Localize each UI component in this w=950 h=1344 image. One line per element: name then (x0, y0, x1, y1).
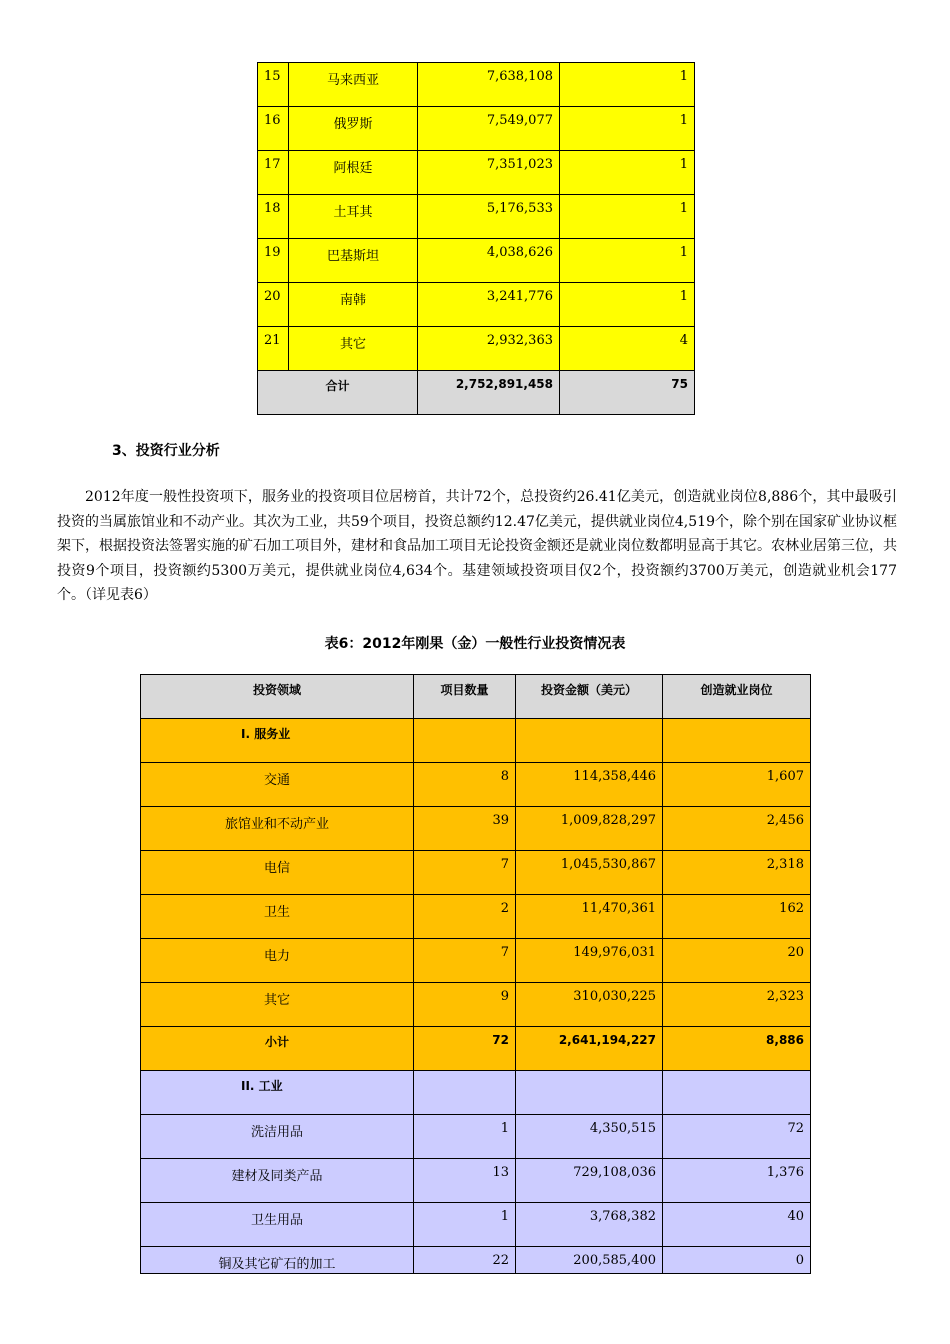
country-cell: 南韩 (289, 283, 418, 327)
count-cell: 1 (560, 107, 695, 151)
empty-cell (516, 719, 663, 763)
table-row (141, 851, 811, 895)
subtotal-row (141, 1027, 811, 1071)
amount-cell: 5,176,533 (418, 195, 560, 239)
count-cell: 1 (414, 1203, 516, 1247)
count-cell: 7 (414, 851, 516, 895)
country-cell: 阿根廷 (289, 151, 418, 195)
table-row (141, 1159, 811, 1203)
table-row (141, 1115, 811, 1159)
count-cell: 1 (414, 1115, 516, 1159)
table-row (258, 195, 695, 239)
section-title: II. 工业 (141, 1071, 414, 1115)
jobs-cell: 1,376 (663, 1159, 811, 1203)
table-row (141, 983, 811, 1027)
count-cell: 7 (414, 939, 516, 983)
sector-cell: 铜及其它矿石的加工 (141, 1247, 414, 1274)
jobs-cell: 2,456 (663, 807, 811, 851)
rank-cell: 15 (258, 63, 289, 107)
sector-cell: 卫生 (141, 895, 414, 939)
jobs-cell: 2,318 (663, 851, 811, 895)
count-cell: 1 (560, 151, 695, 195)
jobs-cell: 1,607 (663, 763, 811, 807)
rank-cell: 16 (258, 107, 289, 151)
amount-cell: 3,241,776 (418, 283, 560, 327)
amount-cell: 3,768,382 (516, 1203, 663, 1247)
sector-cell: 建材及同类产品 (141, 1159, 414, 1203)
amount-cell: 7,351,023 (418, 151, 560, 195)
country-cell: 巴基斯坦 (289, 239, 418, 283)
amount-cell: 114,358,446 (516, 763, 663, 807)
header-sector: 投资领域 (141, 675, 414, 719)
empty-cell (663, 1071, 811, 1115)
table-row (258, 283, 695, 327)
count-cell: 39 (414, 807, 516, 851)
table-row (141, 807, 811, 851)
section-row-services (141, 719, 811, 763)
country-investment-table (257, 62, 695, 415)
header-count: 项目数量 (414, 675, 516, 719)
table-row (258, 151, 695, 195)
header-amount: 投资金额（美元） (516, 675, 663, 719)
table-row (258, 63, 695, 107)
jobs-cell: 2,323 (663, 983, 811, 1027)
total-label: 合计 (258, 371, 418, 415)
amount-cell: 4,038,626 (418, 239, 560, 283)
rank-cell: 21 (258, 327, 289, 371)
sector-cell: 电信 (141, 851, 414, 895)
jobs-cell: 0 (663, 1247, 811, 1274)
count-cell: 4 (560, 327, 695, 371)
section-heading: 3、投资行业分析 (112, 443, 220, 459)
table-row (141, 763, 811, 807)
rank-cell: 19 (258, 239, 289, 283)
sector-cell: 洗洁用品 (141, 1115, 414, 1159)
sector-cell: 卫生用品 (141, 1203, 414, 1247)
count-cell: 22 (414, 1247, 516, 1274)
amount-cell: 310,030,225 (516, 983, 663, 1027)
table-row (258, 327, 695, 371)
jobs-cell: 162 (663, 895, 811, 939)
count-cell: 1 (560, 63, 695, 107)
amount-cell: 7,549,077 (418, 107, 560, 151)
header-row (141, 675, 811, 719)
subtotal-label: 小计 (141, 1027, 414, 1071)
amount-cell: 7,638,108 (418, 63, 560, 107)
count-cell: 1 (560, 239, 695, 283)
amount-cell: 200,585,400 (516, 1247, 663, 1274)
section-title: I. 服务业 (141, 719, 414, 763)
total-row (258, 371, 695, 415)
empty-cell (663, 719, 811, 763)
body-paragraph: 2012年度一般性投资项下，服务业的投资项目位居榜首，共计72个，总投资约26.41亿美元，创造就业岗位8,886个，其中最吸引投资的当属旅馆业和不动产业。其次为工业，共59个项目，投资总额约12.47亿美元，提供就业岗位4,519个，除个别在国家矿业协议框架下，根据投资法签署实施的矿石加工项目外，建材和食品加工项目无论投资金额还是就业岗位数都明显高于其它。农林业居第三位，共投资9个项目，投资额约5300万美元，提供就业岗位4,634个。基建领域投资项目仅2个，投资额约3700万美元，创造就业机会177个。（详见表6） (57, 489, 897, 603)
total-amount: 2,752,891,458 (418, 371, 560, 415)
amount-cell: 729,108,036 (516, 1159, 663, 1203)
subtotal-amount: 2,641,194,227 (516, 1027, 663, 1071)
table-row (141, 1247, 811, 1274)
table-row (141, 1203, 811, 1247)
empty-cell (414, 1071, 516, 1115)
sector-cell: 交通 (141, 763, 414, 807)
sector-cell: 其它 (141, 983, 414, 1027)
country-cell: 土耳其 (289, 195, 418, 239)
rank-cell: 17 (258, 151, 289, 195)
country-cell: 马来西亚 (289, 63, 418, 107)
country-cell: 俄罗斯 (289, 107, 418, 151)
empty-cell (516, 1071, 663, 1115)
country-cell: 其它 (289, 327, 418, 371)
jobs-cell: 40 (663, 1203, 811, 1247)
jobs-cell: 20 (663, 939, 811, 983)
count-cell: 1 (560, 283, 695, 327)
rank-cell: 18 (258, 195, 289, 239)
amount-cell: 2,932,363 (418, 327, 560, 371)
section-row-industry (141, 1071, 811, 1115)
table-caption: 表6：2012年刚果（金）一般性行业投资情况表 (324, 636, 626, 652)
amount-cell: 4,350,515 (516, 1115, 663, 1159)
table-row (141, 895, 811, 939)
amount-cell: 11,470,361 (516, 895, 663, 939)
empty-cell (414, 719, 516, 763)
count-cell: 8 (414, 763, 516, 807)
count-cell: 9 (414, 983, 516, 1027)
sector-cell: 旅馆业和不动产业 (141, 807, 414, 851)
table-row (141, 939, 811, 983)
jobs-cell: 72 (663, 1115, 811, 1159)
amount-cell: 149,976,031 (516, 939, 663, 983)
total-count: 75 (560, 371, 695, 415)
subtotal-count: 72 (414, 1027, 516, 1071)
count-cell: 1 (560, 195, 695, 239)
sector-cell: 电力 (141, 939, 414, 983)
header-jobs: 创造就业岗位 (663, 675, 811, 719)
subtotal-jobs: 8,886 (663, 1027, 811, 1071)
table-row (258, 239, 695, 283)
count-cell: 13 (414, 1159, 516, 1203)
count-cell: 2 (414, 895, 516, 939)
amount-cell: 1,009,828,297 (516, 807, 663, 851)
rank-cell: 20 (258, 283, 289, 327)
amount-cell: 1,045,530,867 (516, 851, 663, 895)
table-row (258, 107, 695, 151)
industry-investment-table (140, 674, 811, 1274)
